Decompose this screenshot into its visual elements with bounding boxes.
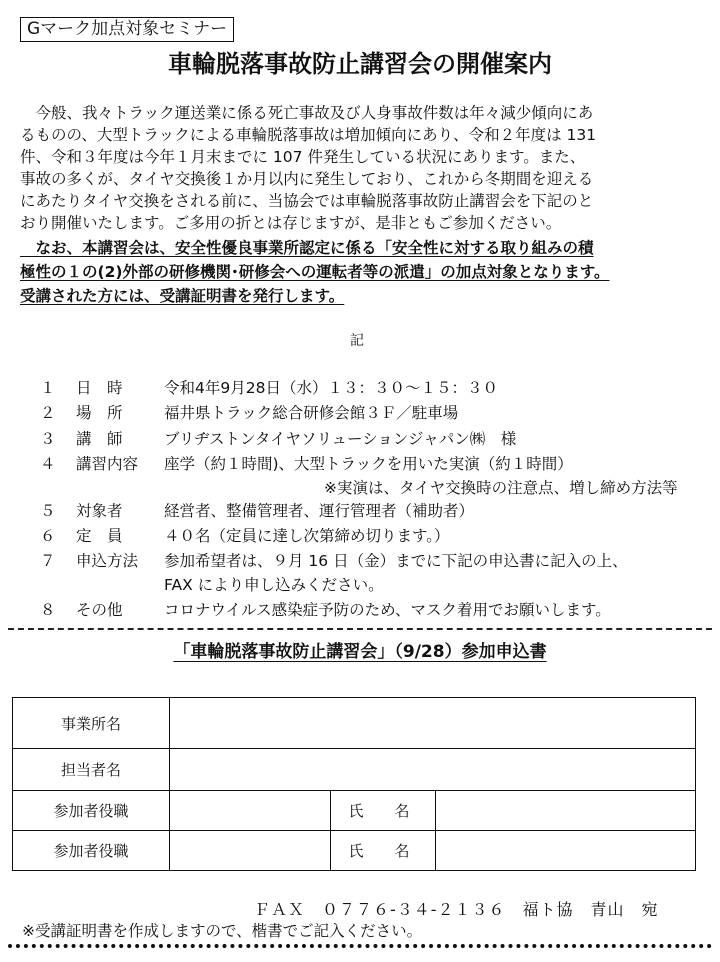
detail-item-place xyxy=(40,402,458,424)
intro-line: 今般、我々トラック運送業に係る死亡事故及び人身事故件数は年々減少傾向にあ xyxy=(20,104,594,122)
apply-continuation: FAX により申し込みください。 xyxy=(164,576,384,594)
participant-role-label: 参加者役職 xyxy=(13,791,170,831)
detail-item-capacity xyxy=(40,525,450,547)
participant-name-field[interactable] xyxy=(436,831,696,871)
ki-mark: 記 xyxy=(350,333,364,349)
fax-line: ＦＡＸ ０７７６-３４-２１３６ 福ト協 青山 宛 xyxy=(254,900,659,919)
item-key: 定 員 xyxy=(76,527,123,545)
office-field[interactable] xyxy=(170,698,696,749)
intro-line: にあたりタイヤ交換をされる前に、当協会では車輪脱落事故防止講習会を下記のと xyxy=(20,192,594,210)
office-label: 事業所名 xyxy=(13,698,170,749)
item-key: その他 xyxy=(76,601,123,619)
participant-role-field[interactable] xyxy=(170,831,331,871)
detail-item-other xyxy=(40,599,611,621)
item-number: ４ xyxy=(40,455,56,473)
detail-item-datetime xyxy=(40,377,498,399)
notice-line: 極性の１の(2)外部の研修機関･研修会への運転者等の派遣」の加点対象となります。 xyxy=(20,263,610,281)
cut-line xyxy=(8,628,712,630)
item-number: ５ xyxy=(40,502,56,520)
intro-line: 事故の多くが、タイヤ交換後１か月以内に発生しており、これから冬期間を迎える xyxy=(20,170,594,188)
item-number: ３ xyxy=(40,430,56,448)
participant-name-label: 氏 名 xyxy=(331,791,436,831)
contact-label: 担当者名 xyxy=(13,749,170,791)
item-value: 福井県トラック総合研修会館３Ｆ／駐車場 xyxy=(164,404,459,422)
application-form xyxy=(12,697,696,871)
item-number: １ xyxy=(40,379,56,397)
page-title: 車輪脱落事故防止講習会の開催案内 xyxy=(168,50,552,78)
item-value: 令和4年9月28日（水）１３：３０～１５：３０ xyxy=(164,379,498,397)
item-value: 参加希望者は、９月 16 日（金）までに下記の申込書に記入の上、 xyxy=(164,552,628,570)
item-value: ブリヂストンタイヤソリューションジャパン㈱ 様 xyxy=(164,430,517,448)
item-value: 経営者、整備管理者、運行管理者（補助者） xyxy=(164,502,475,520)
intro-line: 件、令和３年度は今年１月末までに 107 件発生している状況にあります。また、 xyxy=(20,148,586,166)
participant-role-field[interactable] xyxy=(170,791,331,831)
item-key: 申込方法 xyxy=(76,552,139,570)
form-title: 「車輪脱落事故防止講習会」（9/28）参加申込書 xyxy=(173,642,547,662)
detail-item-content xyxy=(40,453,573,475)
detail-item-apply xyxy=(40,550,628,572)
item-key: 講 師 xyxy=(76,430,123,448)
participant-name-field[interactable] xyxy=(436,791,696,831)
item-key: 場 所 xyxy=(76,404,123,422)
item-number: ２ xyxy=(40,404,56,422)
detail-item-lecturer xyxy=(40,428,516,450)
intro-line: るものの、大型トラックによる車輪脱落事故は増加傾向にあり、令和２年度は 131 xyxy=(20,126,597,144)
item-number: ７ xyxy=(40,552,56,570)
footer-note: ※受講証明書を作成しますので、楷書でご記入ください。 xyxy=(22,922,423,940)
seminar-tag: Gマーク加点対象セミナー xyxy=(20,17,234,42)
contact-field[interactable] xyxy=(170,749,696,791)
participant-role-label: 参加者役職 xyxy=(13,831,170,871)
content-note: ※実演は、タイヤ交換時の注意点、増し締め方法等 xyxy=(324,479,678,497)
bottom-cut-line xyxy=(8,944,712,948)
participant-name-label: 氏 名 xyxy=(331,831,436,871)
item-number: ８ xyxy=(40,601,56,619)
item-value: 座学（約１時間)、大型トラックを用いた実演（約１時間） xyxy=(164,455,573,473)
item-value: ４０名（定員に達し次第締め切ります。） xyxy=(164,527,450,545)
notice-line: 受講された方には、受講証明書を発行します。 xyxy=(20,287,345,305)
item-number: ６ xyxy=(40,527,56,545)
intro-line: おり開催いたします。ご多用の折とは存じますが、是非ともご参加ください。 xyxy=(20,214,562,232)
item-key: 日 時 xyxy=(76,379,123,397)
item-key: 講習内容 xyxy=(76,455,139,473)
notice-line: なお、本講習会は、安全性優良事業所認定に係る「安全性に対する取り組みの積 xyxy=(20,239,594,257)
item-value: コロナウイルス感染症予防のため、マスク着用でお願いします。 xyxy=(164,601,611,619)
item-key: 対象者 xyxy=(76,502,123,520)
detail-item-target xyxy=(40,500,474,522)
